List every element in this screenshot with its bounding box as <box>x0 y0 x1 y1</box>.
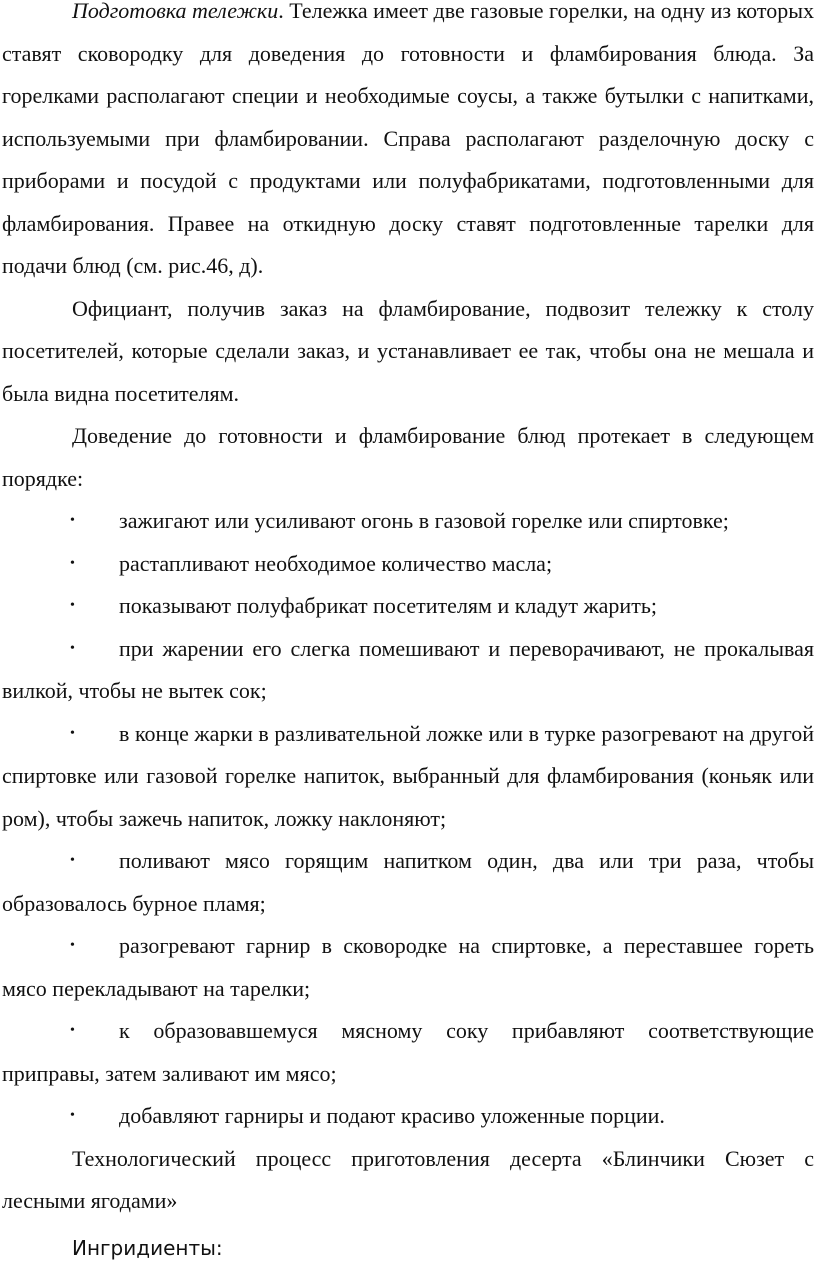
bullet-icon: • <box>70 840 75 883</box>
list-item: • добавляют гарниры и подают красиво уложенные порции. <box>2 1095 814 1138</box>
list-item: • в конце жарки в разливательной ложке или в турке разогревают на другой спиртовке или газовой горелке напиток, выбранный для фламбирования (коньяк или ром), чтобы зажечь напиток, ложку наклоняют; <box>2 713 814 841</box>
list-item: • разогревают гарнир в сковородке на спиртовке, а переставшее гореть мясо перекладывают на тарелки; <box>2 925 814 1010</box>
list-item: • поливают мясо горящим напитком один, два или три раза, чтобы образовалось бурное пламя; <box>2 840 814 925</box>
bullet-icon: • <box>70 1010 75 1053</box>
paragraph-text: . Тележка имеет две газовые горелки, на одну из которых ставят сковородку для доведения до готовности и фламбирования блюда. За горелками располагают специи и необходимые соусы, а также бутылки с напитками, используемыми при фламбировании. Справа располагают разделочную доску с приборами и посудой с продуктами или полуфабрикатами, подготовленными для фламбирования. Правее на откидную доску ставят подготовленные тарелки для подачи блюд (см. рис.46, д). <box>2 0 814 278</box>
bullet-icon: • <box>70 543 75 586</box>
bullet-icon: • <box>70 713 75 756</box>
document-body <box>2 0 814 1269</box>
paragraph-cart-preparation <box>2 0 814 288</box>
bullet-icon: • <box>70 585 75 628</box>
ingredients-heading: Ингридиенты: <box>2 1227 814 1269</box>
paragraph-waiter: Официант, получив заказ на фламбирование, подвозит тележку к столу посетителей, которые сделали заказ, и устанавливает ее так, чтобы она не мешала и была видна посетителям. <box>2 288 814 416</box>
bullet-icon: • <box>70 1095 75 1138</box>
list-item: • к образовавшемуся мясному соку прибавляют соответствующие приправы, затем заливают им мясо; <box>2 1010 814 1095</box>
bullet-icon: • <box>70 925 75 968</box>
list-item: • при жарении его слегка помешивают и переворачивают, не прокалывая вилкой, чтобы не вытек сок; <box>2 628 814 713</box>
list-item: • растапливают необходимое количество масла; <box>2 543 814 586</box>
bullet-icon: • <box>70 628 75 671</box>
list-item: • показывают полуфабрикат посетителям и кладут жарить; <box>2 585 814 628</box>
paragraph-dessert-title: Технологический процесс приготовления десерта «Блинчики Сюзет с лесными ягодами» <box>2 1138 814 1223</box>
list-item: • зажигают или усиливают огонь в газовой горелке или спиртовке; <box>2 500 814 543</box>
paragraph-order-intro: Доведение до готовности и фламбирование блюд протекает в следующем порядке: <box>2 415 814 500</box>
bullet-icon: • <box>70 500 75 543</box>
paragraph-lead-italic: Подготовка тележки <box>72 0 278 23</box>
steps-list <box>2 500 814 1138</box>
